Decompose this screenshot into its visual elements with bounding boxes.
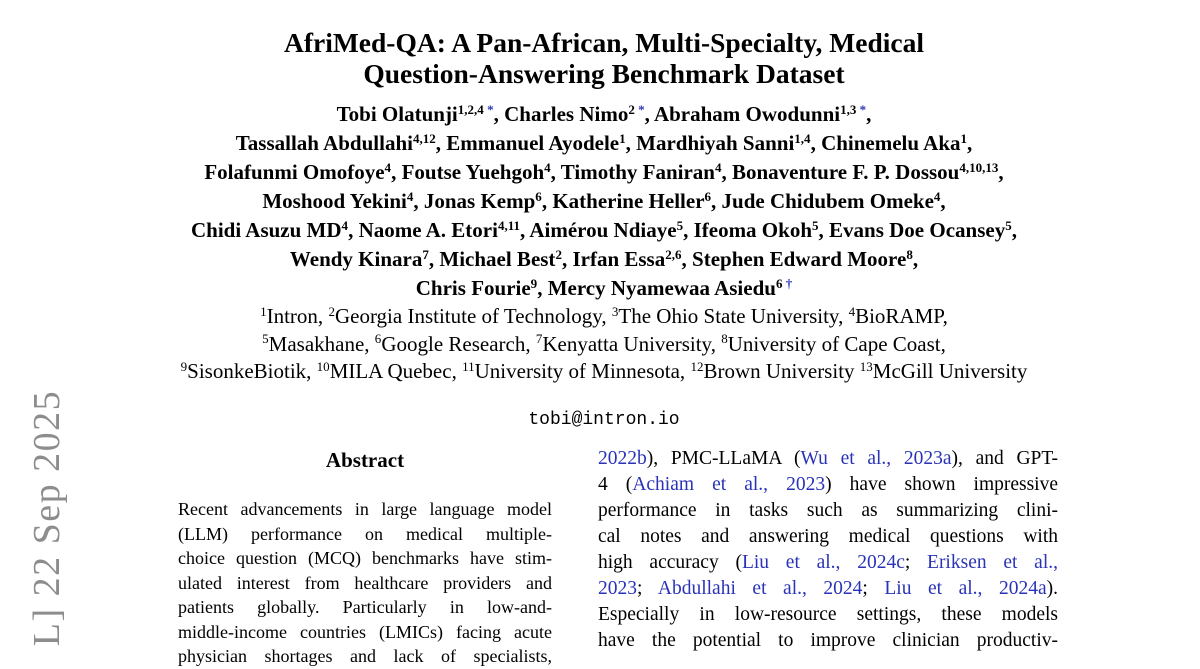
superscript: 5 (812, 217, 819, 233)
footnote-marker-link[interactable]: † (785, 275, 793, 291)
text-run: middle-income countries (LMICs) facing acute (178, 621, 552, 642)
footnote-marker-link[interactable]: * (487, 101, 494, 117)
citation-link[interactable]: Achiam et al., 2023 (632, 474, 826, 495)
text-run: ), and GPT- (951, 448, 1058, 469)
text-run: Especially in low-resource settings, these models (598, 604, 1058, 625)
text-run: physician shortages and lack of specialists, (178, 646, 552, 666)
author-line (104, 101, 1104, 130)
author-line (104, 246, 1104, 275)
abstract-heading: Abstract (325, 448, 405, 472)
text-run: , (1011, 218, 1017, 242)
citation-link[interactable]: 2023 (598, 578, 637, 599)
text-run: , (866, 102, 872, 126)
superscript: 6 (374, 331, 382, 347)
body-text-line (598, 550, 1058, 576)
text-run: , Katherine Heller (541, 189, 705, 213)
text-run: Masakhane, (268, 331, 375, 356)
text-run: cal notes and answering medical questions with (598, 526, 1058, 547)
text-run: The Ohio State University, (618, 304, 849, 328)
text-run: Folafunmi Omofoye (204, 160, 385, 184)
citation-link[interactable]: Wu et al., 2023a (800, 448, 952, 469)
author-line (104, 188, 1104, 217)
superscript: 5 (676, 217, 684, 233)
text-run: , Aimérou Ndiaye (520, 218, 677, 242)
superscript: 4,12 (412, 130, 436, 146)
citation-link[interactable]: Liu et al., 2024c (741, 552, 905, 573)
citation-link[interactable]: 2022b (598, 448, 647, 469)
superscript: 1 (260, 303, 267, 319)
superscript: 5 (1005, 217, 1012, 233)
text-run: Chris Fourie (415, 276, 531, 300)
text-run: Georgia Institute of Technology, (334, 304, 612, 328)
text-run: McGill University (872, 359, 1028, 383)
superscript: 7 (535, 331, 543, 347)
text-run: high accuracy ( (598, 552, 742, 573)
text-run: ; (637, 578, 658, 599)
affiliation-line (104, 332, 1104, 360)
title-line-2: Question-Answering Benchmark Dataset (363, 58, 845, 89)
text-run: , (912, 247, 919, 271)
text-run: Chidi Asuzu MD (191, 218, 342, 242)
superscript: 5 (262, 331, 269, 347)
text-run: , Ifeoma Okoh (683, 218, 813, 242)
contact-email: tobi@intron.io (528, 409, 680, 430)
text-run: University of Minnesota, (474, 359, 691, 383)
text-run: , Mercy Nyamewaa Asiedu (537, 276, 776, 300)
text-run: , Charles Nimo (493, 102, 629, 126)
paper-title (104, 27, 1104, 89)
superscript: 4 (406, 188, 414, 204)
text-run: ) have shown impressive (825, 474, 1059, 495)
superscript: 1,4 (794, 130, 811, 146)
abstract-line (178, 546, 552, 571)
arxiv-watermark: L] 22 Sep 2025 (26, 389, 68, 647)
text-run: Moshood Yekini (262, 189, 407, 213)
text-run: University of Cape Coast, (727, 331, 946, 356)
abstract-line (178, 522, 552, 547)
footnote-marker-link[interactable]: * (638, 101, 645, 117)
text-run: , Timothy Faniran (550, 160, 715, 184)
text-run: 4 ( (598, 474, 633, 495)
superscript: 6 (775, 275, 786, 291)
superscript: 13 (859, 358, 873, 374)
title-line-1: AfriMed-QA: A Pan-African, Multi-Specialty, Medical (283, 27, 925, 58)
superscript: 8 (721, 331, 728, 347)
superscript: 1,3 (840, 101, 860, 117)
citation-link[interactable]: Eriksen et al., (927, 552, 1059, 573)
superscript: 4 (848, 303, 856, 319)
text-run: Intron, (266, 304, 329, 328)
body-text-line (598, 446, 1058, 472)
superscript: 1 (619, 130, 626, 146)
text-run: , Michael Best (428, 247, 556, 271)
superscript: 4,11 (497, 217, 521, 233)
text-run: Wendy Kinara (289, 247, 423, 271)
text-run: (LLM) performance on medical multiple- (178, 523, 552, 544)
abstract-line (178, 595, 552, 620)
abstract-body (178, 497, 552, 669)
text-run: Recent advancements in large language model (178, 499, 552, 519)
text-run: , Chinemelu Aka (810, 131, 961, 155)
superscript: 9 (530, 275, 538, 291)
author-line (104, 275, 1104, 304)
superscript: 10 (316, 358, 330, 374)
superscript: 1 (960, 130, 968, 146)
body-text-line (598, 472, 1058, 498)
text-run: , Mardhiyah Sanni (625, 131, 795, 155)
text-run: ; (862, 578, 885, 599)
superscript: 6 (704, 188, 712, 204)
text-run: ), PMC-LLaMA ( (646, 448, 801, 469)
superscript: 2 (328, 303, 335, 319)
superscript: 11 (462, 358, 475, 374)
text-run: , Bonaventure F. P. Dossou (721, 160, 960, 184)
text-run: ulated interest from healthcare providers and (178, 572, 552, 593)
superscript: 7 (422, 246, 429, 262)
text-run: , Naome A. Etori (348, 218, 498, 242)
author-line (104, 217, 1104, 246)
text-run: ). (1046, 578, 1059, 599)
body-text-line (598, 498, 1058, 524)
author-block (104, 101, 1104, 304)
text-run: , Evans Doe Ocansey (818, 218, 1006, 242)
superscript: 6 (535, 188, 542, 204)
text-run: , Irfan Essa (561, 247, 666, 271)
text-run: , Jude Chidubem Omeke (711, 189, 934, 213)
superscript: 2 (555, 246, 562, 262)
text-run: , Abraham Owodunni (644, 102, 841, 126)
text-run: , (940, 189, 946, 213)
body-text-line (598, 602, 1058, 628)
superscript: 8 (906, 246, 913, 262)
superscript: 4 (384, 159, 392, 175)
text-run: choice question (MCQ) benchmarks have stim- (178, 548, 552, 568)
author-line (104, 130, 1104, 159)
superscript: 12 (690, 358, 704, 374)
citation-link[interactable]: Abdullahi et al., 2024 (657, 578, 863, 599)
text-run: , (967, 131, 973, 155)
text-run: , Foutse Yuehgoh (391, 160, 545, 184)
text-run: , (998, 160, 1004, 184)
text-run: performance in tasks such as summarizing clini- (598, 500, 1058, 521)
text-run: BioRAMP, (855, 304, 948, 328)
text-run: , Jonas Kemp (413, 189, 536, 213)
text-run: MILA Quebec, (329, 359, 463, 383)
citation-link[interactable]: Liu et al., 2024a (884, 578, 1047, 599)
right-column (598, 446, 1058, 654)
affiliation-line (104, 304, 1104, 332)
author-line (104, 159, 1104, 188)
footnote-marker-link[interactable]: * (859, 101, 867, 117)
text-run: Brown University (703, 359, 860, 383)
abstract-line (178, 644, 552, 669)
text-run: patients globally. Particularly in low-and- (178, 597, 552, 617)
superscript: 4 (714, 159, 722, 175)
abstract-line (178, 571, 552, 596)
text-run: ; (904, 552, 928, 573)
text-run: , Emmanuel Ayodele (435, 131, 620, 155)
abstract-line (178, 497, 552, 522)
body-text-line (598, 628, 1058, 654)
affiliation-block (104, 304, 1104, 387)
paper-header (104, 27, 1104, 430)
text-run: SisonkeBiotik, (187, 359, 317, 383)
superscript: 1,2,4 (457, 101, 488, 117)
text-run: Google Research, (381, 331, 536, 356)
abstract-line (178, 620, 552, 645)
body-text-line (598, 524, 1058, 550)
affiliation-line (104, 359, 1104, 387)
superscript: 2 (628, 101, 639, 117)
superscript: 4 (933, 188, 941, 204)
text-run: have the potential to improve clinician productiv- (598, 630, 1058, 651)
superscript: 9 (180, 358, 188, 374)
superscript: 3 (611, 303, 619, 319)
superscript: 4 (544, 159, 551, 175)
superscript: 4 (341, 217, 349, 233)
text-run: Kenyatta University, (542, 331, 722, 356)
superscript: 2,6 (665, 246, 682, 262)
text-run: Tassallah Abdullahi (235, 131, 413, 155)
text-run: Tobi Olatunji (336, 102, 458, 126)
body-text-line (598, 576, 1058, 602)
left-column (178, 448, 552, 669)
superscript: 4,10,13 (959, 159, 999, 175)
text-run: , Stephen Edward Moore (681, 247, 907, 271)
